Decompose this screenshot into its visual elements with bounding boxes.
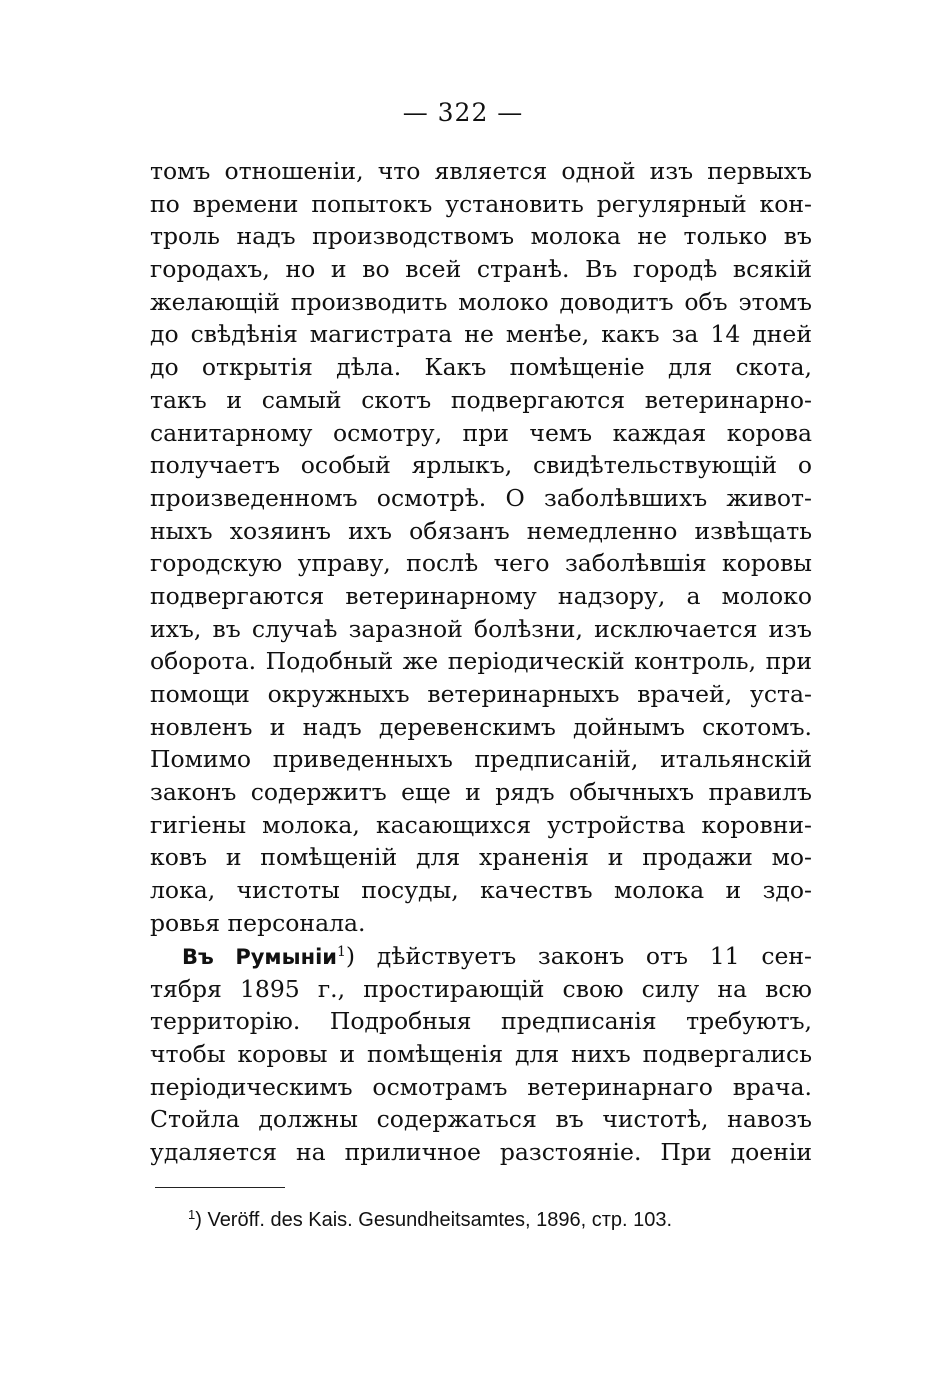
footnote bbox=[188, 1205, 672, 1235]
text-line: лока, чистоты посуды, качествъ молока и здо- bbox=[150, 876, 812, 905]
text-line: получаетъ особый ярлыкъ, свидѣтельствующій о bbox=[150, 451, 812, 480]
text-line: ихъ, въ случаѣ заразной болѣзни, исключается изъ bbox=[150, 614, 812, 643]
text-line: помощи окружныхъ ветеринарныхъ врачей, уста- bbox=[150, 680, 812, 708]
text-line: ковъ и помѣщеній для храненія и продажи мо- bbox=[150, 843, 812, 872]
text-line: томъ отношеніи, что является одной изъ первыхъ bbox=[150, 157, 812, 185]
text-line: троль надъ производствомъ молока не только въ bbox=[150, 222, 812, 251]
text-line: чтобы коровы и помѣщенія для нихъ подвергались bbox=[150, 1040, 812, 1069]
text-line: городахъ, но и во всей странѣ. Въ городѣ всякій bbox=[150, 255, 812, 284]
text-line-rest: ) дѣйствуетъ законъ отъ 11 сен- bbox=[345, 942, 812, 970]
text-line: новленъ и надъ деревенскимъ дойнымъ скотомъ. bbox=[150, 712, 812, 741]
text-line: ровья персонала. bbox=[150, 908, 366, 937]
text-line: Стойла должны содержаться въ чистотѣ, навозъ bbox=[150, 1105, 812, 1134]
footnote-ref: 1 bbox=[337, 944, 346, 960]
text-line: ныхъ хозяинъ ихъ обязанъ немедленно извѣщать bbox=[150, 516, 812, 545]
text-line: до открытія дѣла. Какъ помѣщеніе для скота, bbox=[150, 353, 812, 382]
footnote-text: ) Veröff. des Kais. Gesundheitsamtes, 1896, стр. 103. bbox=[195, 1209, 673, 1231]
text-line: тября 1895 г., простирающій свою силу на всю bbox=[150, 974, 812, 1003]
text-line: до свѣдѣнія магистрата не менѣе, какъ за 14 дней bbox=[150, 320, 812, 349]
footnote-marker: 1 bbox=[188, 1207, 196, 1222]
text-line: законъ содержитъ еще и рядъ обычныхъ правилъ bbox=[150, 778, 812, 807]
text-line: удаляется на приличное разстояніе. При доеніи bbox=[150, 1138, 812, 1167]
text-line-first bbox=[150, 940, 812, 973]
text-line: такъ и самый скотъ подвергаются ветеринарно- bbox=[150, 385, 812, 414]
text-line: территорію. Подробныя предписанія требуютъ, bbox=[150, 1007, 812, 1036]
text-line: произведенномъ осмотрѣ. О заболѣвшихъ живот- bbox=[150, 483, 812, 512]
text-line: городскую управу, послѣ чего заболѣвшія коровы bbox=[150, 549, 812, 578]
text-line: подвергаются ветеринарному надзору, а молоко bbox=[150, 581, 812, 610]
paragraph-italy-law bbox=[150, 155, 812, 940]
paragraph-romania-law bbox=[150, 940, 812, 1169]
page-number: — 322 — bbox=[402, 98, 524, 127]
text-line: гигіены молока, касающихся устройства коровни- bbox=[150, 810, 812, 839]
text-line: періодическимъ осмотрамъ ветеринарнаго врача. bbox=[150, 1072, 812, 1101]
footnote-divider bbox=[155, 1187, 285, 1188]
text-line: оборота. Подобный же періодическій контроль, при bbox=[150, 647, 812, 676]
text-line: Помимо приведенныхъ предписаній, итальянскій bbox=[150, 745, 812, 774]
text-line: желающій производить молоко доводитъ объ этомъ bbox=[150, 287, 812, 316]
text-line: по времени попытокъ установить регулярный кон- bbox=[150, 189, 812, 218]
paragraph-lead: Въ Румыніи bbox=[182, 945, 337, 969]
text-line: санитарному осмотру, при чемъ каждая корова bbox=[150, 418, 812, 447]
